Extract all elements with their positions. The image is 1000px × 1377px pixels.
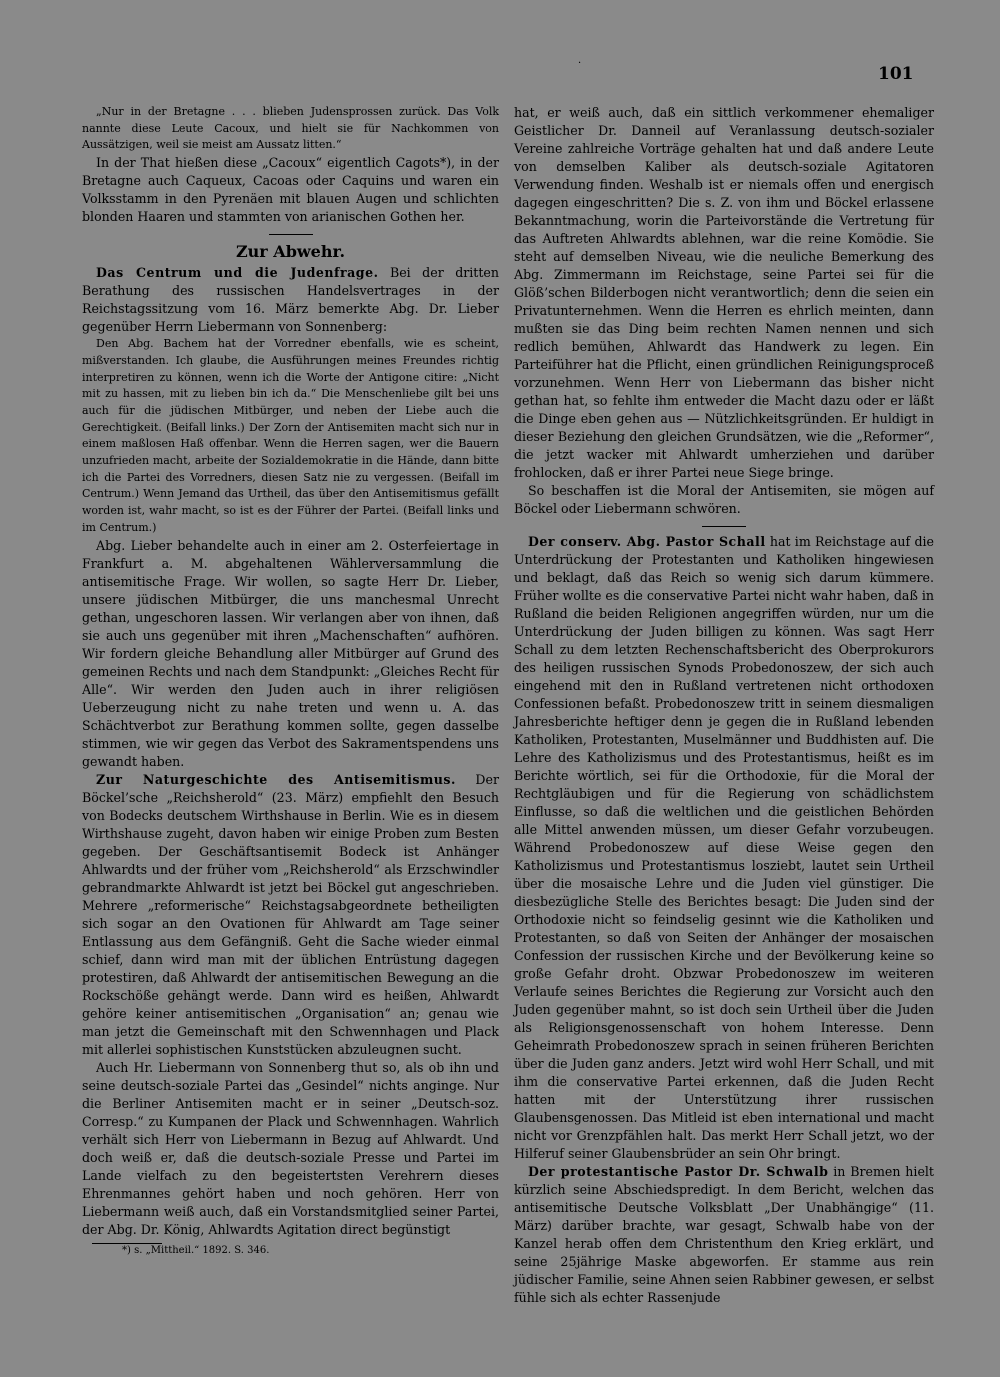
section-divider xyxy=(269,234,313,235)
paragraph-schwalb-text: in Bremen hielt kürzlich seine Abschiedspredigt. In dem Bericht, welchen das antisemitische Deutsche Volksblatt „Der Unabhängige“ (11. März) darüber brachte, war gesagt, Schwalb habe von der Kanzel herab offen dem Christenthum den Krieg erklärt, und seine 25jährige Maske abgeworfen. Er stamme aus rein jüdischer Familie, seine Ahnen seien Rabbiner gewesen, er selbst fühle sich als echter Rassenjude xyxy=(514,1164,934,1305)
paragraph-schall xyxy=(514,533,934,1163)
heading-schall: Der conserv. Abg. Pastor Schall xyxy=(528,534,766,549)
left-column xyxy=(82,104,499,1292)
paragraph-moral: So beschaffen ist die Moral der Antisemiten, sie mögen auf Böckel oder Liebermann schwören. xyxy=(514,483,934,516)
top-mark: · xyxy=(578,58,582,69)
heading-schwalb: Der protestantische Pastor Dr. Schwalb xyxy=(528,1164,829,1179)
paragraph-liebermann: Auch Hr. Liebermann von Sonnenberg thut so, als ob ihn und seine deutsch-soziale Partei das „Gesindel“ nichts anginge. Nur die Berliner Antisemiten macht er in seiner „Deutsch-soz. Corresp.“ zu Kumpanen der Plack und Schwennhagen. Wahrlich verhält sich Herr von Liebermann in Bezug auf Ahlwardt. Und doch weiß er, daß die deutsch-soziale Presse und Partei im Lande vielfach zu den begeistertsten Verehrern dieses Ehrenmannes gehört haben und noch gehören. Herr von Liebermann weiß auch, daß ein Vorstandsmitglied seiner Partei, der Abg. Dr. König, Ahlwardts Agitation direct begünstigt xyxy=(82,1059,499,1237)
paragraph-cagots: In der That hießen diese „Cacoux“ eigentlich Cagots*), in der Bretagne auch Caqueux, Cacoas oder Caquins und waren ein Volksstamm in den Pyrenäen mit blauen Augen und schlichten blonden Haaren und stammten von arianischen Gothen her. xyxy=(82,155,499,225)
paragraph-centrum xyxy=(82,264,499,336)
paragraph-schwalb xyxy=(514,1163,934,1307)
section-title: Zur Abwehr. xyxy=(235,242,346,262)
paragraph-danneil: hat, er weiß auch, daß ein sittlich verkommener ehemaliger Geistlicher Dr. Danneil auf Veranlassung deutsch-sozialer Vereine zahlreiche Vorträge gehalten hat und daß andere Leute von demselben Kaliber als deutsch-soziale Agitatoren Verwendung finden. Weshalb ist er niemals offen und energisch dagegen eingeschritten? Die s. Z. von ihm und Böckel erlassene Bekanntmachung, worin die Parteivorstände die Vertretung für das Auftreten Ahlwardts ablehnen, war die reine Komödie. Sie steht auf demselben Niveau, wie die neuliche Bemerkung des Abg. Zimmermann im Reichstage, seine Partei sei für die Glöß’schen Bilderbogen nicht verantwortlich; denn die seien ein Privatunternehmen. Wenn die Herren es ehrlich meinten, dann mußten sie das Ding beim rechten Namen nennen und sich redlich bemühen, Ahlwardt das Handwerk zu legen. Ein Parteiführer hat die Pflicht, einen gründlichen Reinigungsproceß vorzunehmen. Wenn Herr von Liebermann das bisher nicht gethan hat, so fehlte ihm entweder die Macht dazu oder er läßt die Dinge eben gehen aus — Nützlichkeitsgründen. Er huldigt in dieser Beziehung den gleichen Grundsätzen, wie die „Reformer“, die jetzt wacker mit Ahlwardt umherziehen und darüber frohlocken, daß er ihrer Partei neue Siege bringe. xyxy=(514,105,934,480)
footnote: *) s. „Mittheil.“ 1892. S. 346. xyxy=(122,1244,270,1256)
paragraph-lieber-frankfurt: Abg. Lieber behandelte auch in einer am 2. Osterfeiertage in Frankfurt a. M. abgehaltenen Wählerversammlung die antisemitische Frage. Wir wollen, so sagte Herr Dr. Lieber, unsere jüdischen Mitbürger, die uns manchesmal Unrecht gethan, ungeschoren lassen. Wir verlangen aber von ihnen, daß sie auch uns gegenüber mit ihren „Machenschaften“ aufhören. Wir fordern gleiche Behandlung aller Mitbürger auf Grund des gemeinen Rechts und nach dem Standpunkt: „Gleiches Recht für Alle“. Wir werden den Juden auch in ihrer religiösen Ueberzeugung nicht zu nahe treten und wenn u. A. das Schächtverbot zur Berathung kommen sollte, gegen dasselbe stimmen, wie wir gegen das Verbot des Sakramentspendens uns gewandt haben. xyxy=(82,537,499,769)
quote-bretagne: „Nur in der Bretagne . . . blieben Judensprossen zurück. Das Volk nannte diese Leute Cacoux, und hielt sie für Nachkommen von Aussätzigen, weil sie meist am Aussatz litten.“ xyxy=(82,105,499,152)
page-number: 101 xyxy=(878,64,914,84)
paragraph-naturgeschichte-text: Der Böckel’sche „Reichsherold“ (23. März) empfiehlt den Besuch von Bodecks deutschem Wirthshause in Berlin. Wie es in diesem Wirthshause zugeht, davon haben wir einige Proben zum Besten gegeben. Der Geschäftsantisemit Bodeck ist Anhänger Ahlwardts und der früher vom „Reichsherold“ als Erzschwindler gebrandmarkte Ahlwardt ist jetzt bei Böckel gut angeschrieben. Mehrere „reformerische“ Reichstagsabgeordnete betheiligten sich sogar an den Ovationen für Ahlwardt am Tage seiner Entlassung aus dem Gefängniß. Geht die Sache wieder einmal schief, dann wird man mit der üblichen Entrüstung dagegen protestiren, daß Ahlwardt der antisemitischen Bewegung an die Rockschöße gehängt werde. Dann wird es heißen, Ahlwardt gehöre keiner antisemitischen „Organisation“ an; genau wie man jetzt die Gemeinschaft mit den Schwennhagen und Plack mit allerlei sophistischen Kunststücken abzuleugnen sucht. xyxy=(82,771,499,1057)
section-divider xyxy=(702,526,746,527)
heading-centrum: Das Centrum und die Judenfrage. xyxy=(96,265,379,281)
quote-lieber: Den Abg. Bachem hat der Vorredner ebenfalls, wie es scheint, mißverstanden. Ich glaube, die Ausführungen meines Freundes richtig interpretiren zu können, wenn ich die Worte der Antigone citire: „Nicht mit zu hassen, mit zu lieben bin ich da.“ Die Menschenliebe gilt bei uns auch für die jüdischen Mitbürger, und neben der Liebe auch die Gerechtigkeit. (Beifall links.) Der Zorn der Antisemiten macht sich nur in einem maßlosen Haß offenbar. Wenn die Herren sagen, wer die Bauern unzufrieden macht, arbeite der Sozialdemokratie in die Hände, dann bitte ich die Partei des Vorredners, diesen Satz nie zu vergessen. (Beifall im Centrum.) Wenn Jemand das Urtheil, das über den Antisemitismus gefällt worden ist, wahr macht, so ist es der Führer der Partei. (Beifall links und im Centrum.) xyxy=(82,337,499,534)
right-column xyxy=(514,104,934,1305)
paragraph-centrum-text: Bei der dritten Berathung des russischen Handelsvertrages in der Reichstagssitzung vom 16. März bemerkte Abg. Dr. Lieber gegenüber Herrn Liebermann von Sonnenberg: xyxy=(82,265,499,335)
paragraph-schall-text: hat im Reichstage auf die Unterdrückung der Protestanten und Katholiken hingewiesen und beklagt, daß das Reich so wenig sich darum kümmere. Früher wollte es die conservative Partei nicht wahr haben, daß in Rußland die beiden Religionen angegriffen würden, nur um die Unterdrückung der Juden billigen zu können. Was sagt Herr Schall zu dem letzten Rechenschaftsbericht des Oberprokurors des heiligen russischen Synods Probedonoszew, der sich auch eingehend mit den in Rußland vertretenen nicht orthodoxen Confessionen befaßt. Probedonoszew tritt in seinem diesmaligen Jahresberichte heftiger denn je gegen die in Rußland lebenden Katholiken, Protestanten, Muselmänner und Buddhisten auf. Die Lehre des Katholizismus und des Protestantismus, heißt es im Berichte wörtlich, sei für die Orthodoxie, für die Moral der Rechtgläubigen und für die Regierung von schädlichstem Einflusse, so daß die weltlichen und die geistlichen Behörden alle Mittel anwenden müssen, um dieser Gefahr vorzubeugen. Während Probedonoszew auf diese Weise gegen den Katholizismus und Protestantismus losziebt, lautet sein Urtheil über die mosaische Lehre und die Juden viel günstiger. Die diesbezügliche Stelle des Berichtes besagt: Die Juden sind der Orthodoxie nicht so feindselig gesinnt wie die Katholiken und Protestanten, so daß von Seiten der Anhänger der mosaischen Confession der russischen Kirche und der Bevölkerung keine so große Gefahr droht. Obzwar Probedonoszew im weiteren Verlaufe seines Berichtes die Regierung zur Vorsicht auch den Juden gegenüber mahnt, so ist doch sein Urtheil über die Juden als Religionsgenossenschaft von hohem Interesse. Denn Geheimrath Probedonoszew sprach in seinen früheren Berichten über die Juden ganz anders. Jetzt wird wohl Herr Schall, und mit ihm die conservative Partei erkennen, daß die Juden Recht hatten mit der Unterstützung ihrer russischen Glaubensgenossen. Das Mitleid ist eben international und macht nicht vor Grenzpfählen halt. Das merkt Herr Schall jetzt, wo der Hilferuf seiner Glaubensbrüder an sein Ohr bringt. xyxy=(514,534,934,1161)
paragraph-naturgeschichte xyxy=(82,771,499,1059)
heading-naturgeschichte: Zur Naturgeschichte des Antisemitismus. xyxy=(96,771,456,787)
